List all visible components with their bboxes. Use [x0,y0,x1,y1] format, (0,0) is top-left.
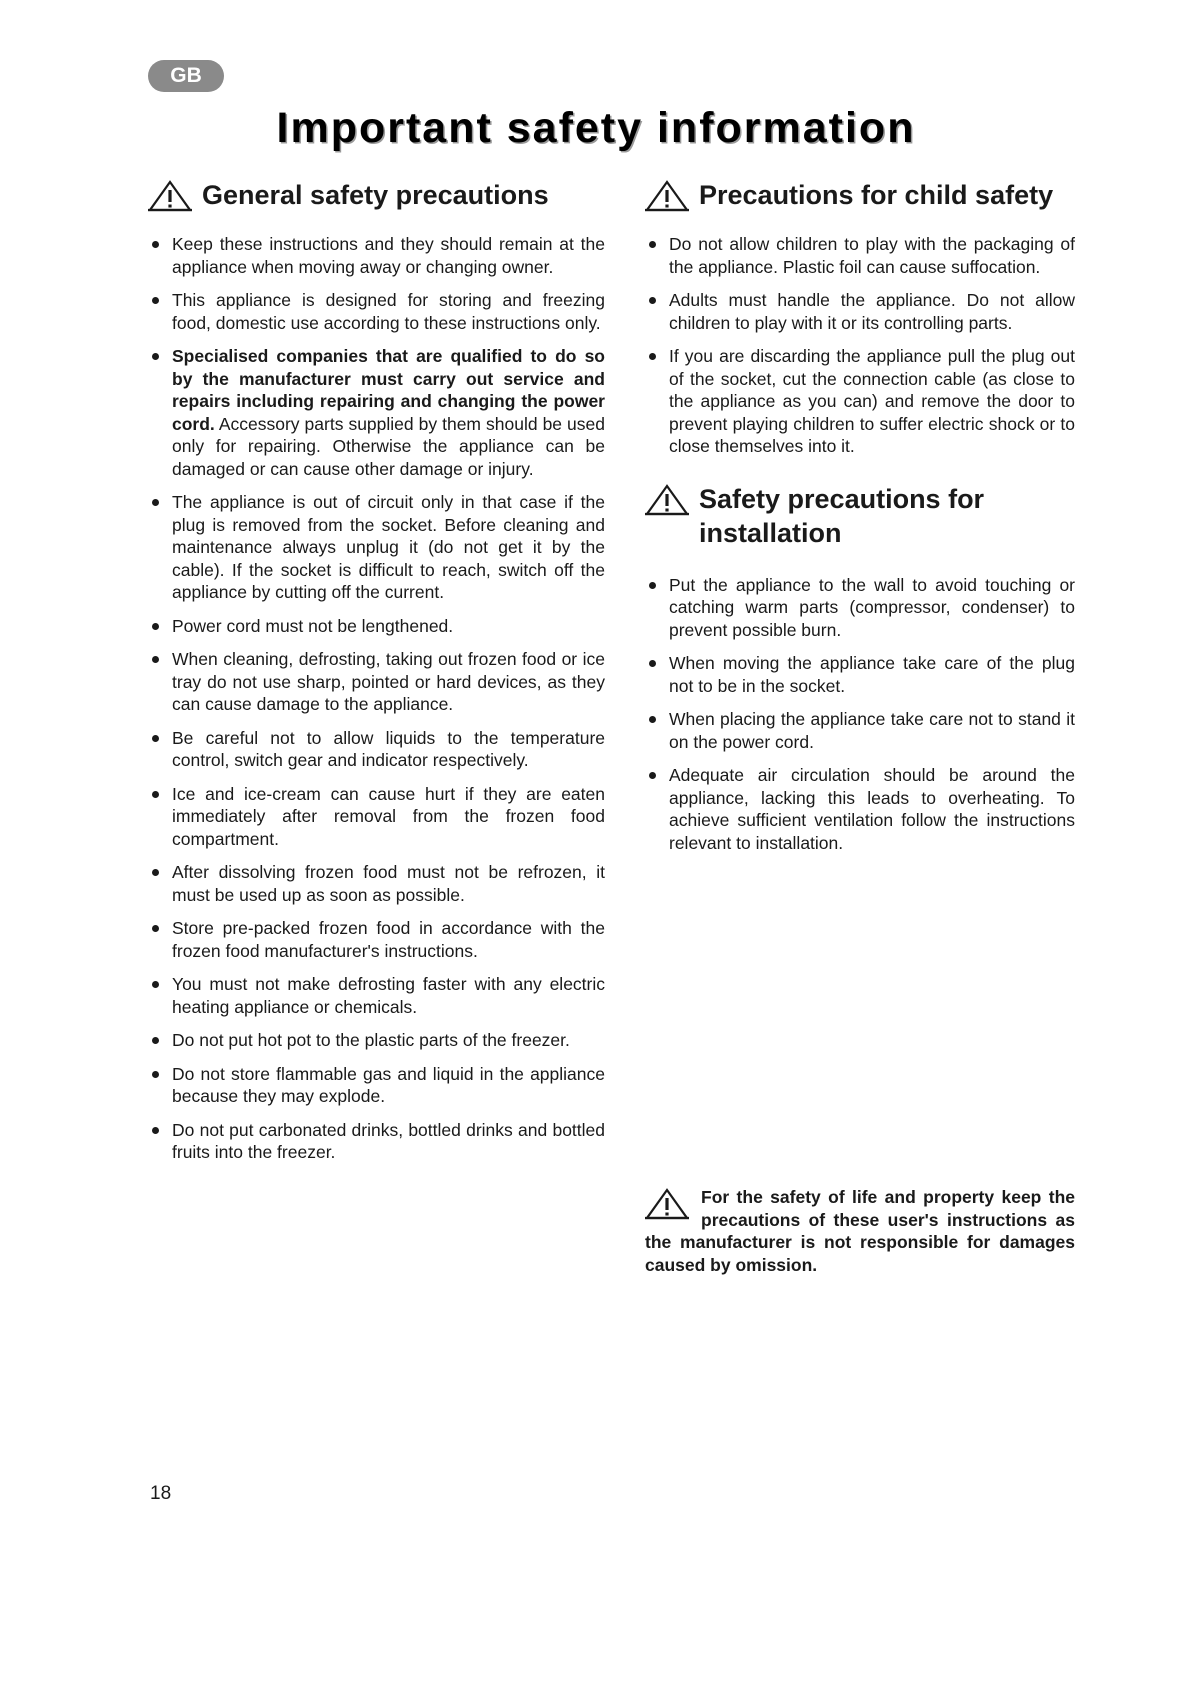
page-title: Important safety information [276,104,916,152]
warning-triangle-icon [645,180,689,212]
list-item: When placing the appliance take care not to stand it on the power cord. [645,708,1075,753]
list-item: Do not put hot pot to the plastic parts of the freezer. [148,1029,605,1052]
list-item: This appliance is designed for storing and freezing food, domestic use according to these instructions only. [148,289,605,334]
warning-triangle-icon [645,484,689,516]
list-item: When moving the appliance take care of the plug not to be in the socket. [645,652,1075,697]
list-item: Ice and ice-cream can cause hurt if they are eaten immediately after removal from the frozen food compartment. [148,783,605,851]
child-safety-title: Precautions for child safety [699,180,1054,210]
list-item: If you are discarding the appliance pull the plug out of the socket, cut the connection cable (as close to the appliance as you can) and remove the door to prevent playing children to suffer electric shock or to close themselves into it. [645,345,1075,458]
child-safety-list [645,233,1075,458]
installation-heading [645,482,1075,550]
list-item: You must not make defrosting faster with any electric heating appliance or chemicals. [148,973,605,1018]
child-safety-heading [645,178,1075,212]
list-item: Do not allow children to play with the packaging of the appliance. Plastic foil can cause suffocation. [645,233,1075,278]
general-safety-list [148,233,605,1164]
child-safety-section [645,178,1075,865]
warning-triangle-icon [645,1188,689,1220]
list-item: Specialised companies that are qualified to do so by the manufacturer must carry out service and repairs including repairing and changing the power cord. Accessory parts supplied by them should be used only for repairing. Otherwise the appliance can be damaged or can cause other damage or injury. [148,345,605,480]
list-item: When cleaning, defrosting, taking out frozen food or ice tray do not use sharp, pointed or hard devices, as they can cause damage to the appliance. [148,648,605,716]
general-safety-heading [148,178,605,212]
general-safety-title: General safety precautions [202,180,549,210]
installation-title: Safety precautions for installation [699,483,985,548]
final-safety-note: For the safety of life and property keep the precautions of these user's instructions as the manufacturer is not responsible for damages caused by omission. [645,1187,1075,1275]
list-item: Power cord must not be lengthened. [148,615,605,638]
list-item: After dissolving frozen food must not be refrozen, it must be used up as soon as possible. [148,861,605,906]
general-safety-section [148,178,605,1175]
list-item: Adults must handle the appliance. Do not allow children to play with it or its controlling parts. [645,289,1075,334]
language-badge: GB [148,60,224,92]
list-item: The appliance is out of circuit only in that case if the plug is removed from the socket. Before cleaning and maintenance always unplug it (do not get it by the cable). If the socket is difficult to reach, switch off the appliance by cutting off the current. [148,491,605,604]
list-item: Be careful not to allow liquids to the temperature control, switch gear and indicator respectively. [148,727,605,772]
bold-text: Specialised companies that are qualified to do so by the manufacturer must carry out service and repairs including repairing and changing the power cord. [172,346,605,434]
list-item: Do not store flammable gas and liquid in the appliance because they may explode. [148,1063,605,1108]
list-item: Put the appliance to the wall to avoid touching or catching warm parts (compressor, condenser) to prevent possible burn. [645,574,1075,642]
list-item: Adequate air circulation should be around the appliance, lacking this leads to overheating. To achieve sufficient ventilation follow the instructions relevant to installation. [645,764,1075,854]
list-item: Keep these instructions and they should remain at the appliance when moving away or changing owner. [148,233,605,278]
installation-list [645,574,1075,855]
list-item: Store pre-packed frozen food in accordance with the frozen food manufacturer's instructions. [148,917,605,962]
warning-triangle-icon [148,180,192,212]
page-number: 18 [150,1483,172,1504]
list-item: Do not put carbonated drinks, bottled drinks and bottled fruits into the freezer. [148,1119,605,1164]
